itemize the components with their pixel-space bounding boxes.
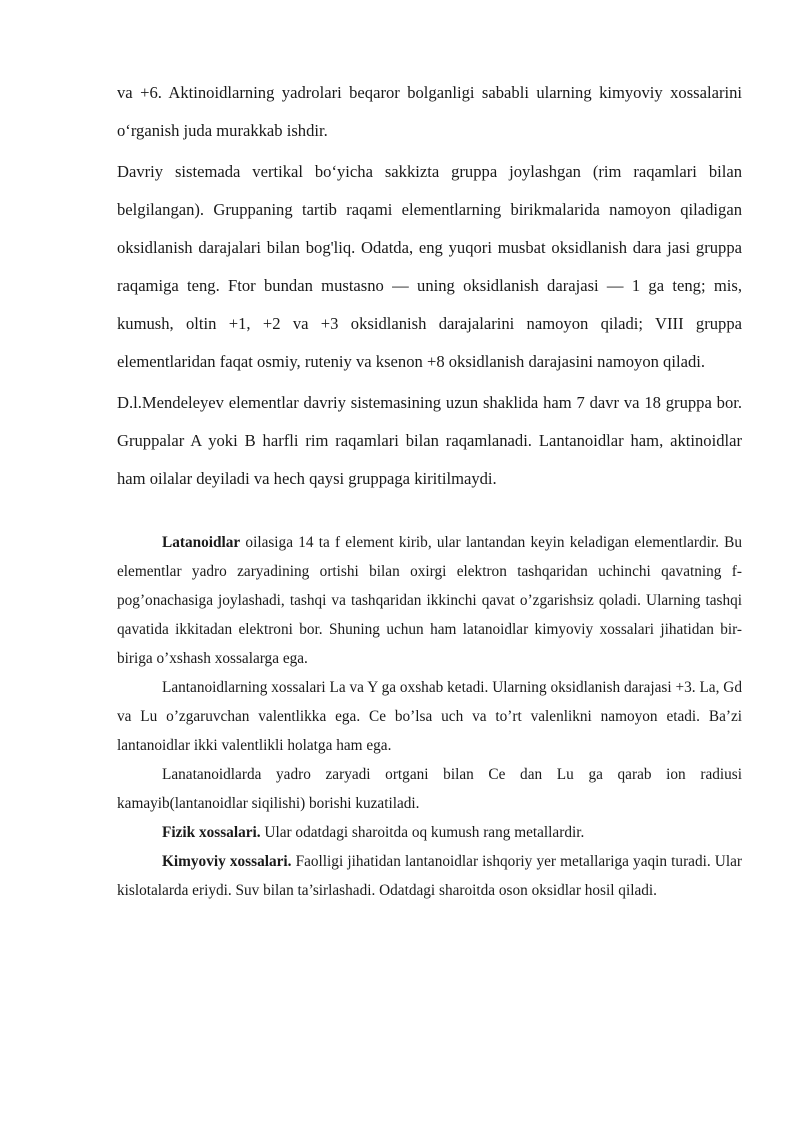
paragraph-lanthanoids-family xyxy=(117,528,742,673)
paragraph-physical-properties xyxy=(117,818,742,847)
paragraph-chemical-properties xyxy=(117,847,742,905)
section-spacer xyxy=(117,498,742,528)
paragraph-physical-properties-text: Ular odatdagi sharoitda oq kumush rang metallardir. xyxy=(260,824,585,841)
paragraph-groups-oxidation: Davriy sistemada vertikal bo‘yicha sakkizta gruppa joylashgan (rim raqamlari bilan belgilangan). Gruppaning tartib raqami elementlarning birikmalarida namoyon qiladigan oksidlanish darajalari bilan bog'liq. Odatda, eng yuqori musbat oksidlanish dara jasi gruppa raqamiga teng. Ftor bundan mustasno — uning oksidlanish darajasi — 1 ga teng; mis, kumush, oltin +1, +2 va +3 oksidlanish darajalarini namoyon qiladi; VIII gruppa elementlaridan faqat osmiy, ruteniy va ksenon +8 oksidlanish darajasini namoyon qiladi. xyxy=(117,162,742,371)
term-latanoidlar: Latanoidlar xyxy=(162,534,241,551)
paragraph-aktinoids-intro: va +6. Aktinoidlarning yadrolari beqaror bolganligi sababli ularning kimyoviy xossalarini o‘rganish juda murakkab ishdir. xyxy=(117,83,742,140)
heading-kimyoviy-xossalari: Kimyoviy xossalari. xyxy=(162,853,292,870)
paragraph-lanthanoid-contraction: Lanatanoidlarda yadro zaryadi ortgani bilan Ce dan Lu ga qarab ion radiusi kamayib(lantanoidlar siqilishi) borishi kuzatiladi. xyxy=(117,766,742,812)
paragraph-lanthanoids-properties: Lantanoidlarning xossalari La va Y ga oxshab ketadi. Ularning oksidlanish darajasi +3. La, Gd va Lu o’zgaruvchan valentlikka ega. Ce bo’lsa uch va to’rt valenlikni namoyon etadi. Ba’zi lantanoidlar ikki valentlikli holatga ham ega. xyxy=(117,679,742,754)
paragraph-long-form-table: D.l.Mendeleyev elementlar davriy sistemasining uzun shaklida ham 7 davr va 18 gruppa bor. Gruppalar A yoki B harfli rim raqamlari bilan raqamlanadi. Lantanoidlar ham, aktinoidlar ham oilalar deyiladi va hech qaysi gruppaga kiritilmaydi. xyxy=(117,393,742,488)
document-page xyxy=(117,74,742,905)
paragraph-chemical-properties-text: Faolligi jihatidan lantanoidlar ishqoriy yer metallariga yaqin turadi. Ular kislotalarda eriydi. Suv bilan ta’sirlashadi. Odatdagi sharoitda oson oksidlar hosil qiladi. xyxy=(117,853,742,899)
paragraph-lanthanoids-family-text: oilasiga 14 ta f element kirib, ular lantandan keyin keladigan elementlardir. Bu elementlar yadro zaryadining ortishi bilan oxirgi elektron tashqaridan uchinchi qavatning f-pog’onachasiga joylashadi, tashqi va tashqaridan ikkinchi qavat o’zgarishsiz qoladi. Ularning tashqi qavatida ikkitadan elektroni bor. Shuning uchun ham latanoidlar kimyoviy xossalari jihatidan bir-biriga o’xshash xossalarga ega. xyxy=(117,534,742,667)
heading-fizik-xossalari: Fizik xossalari. xyxy=(162,824,261,841)
